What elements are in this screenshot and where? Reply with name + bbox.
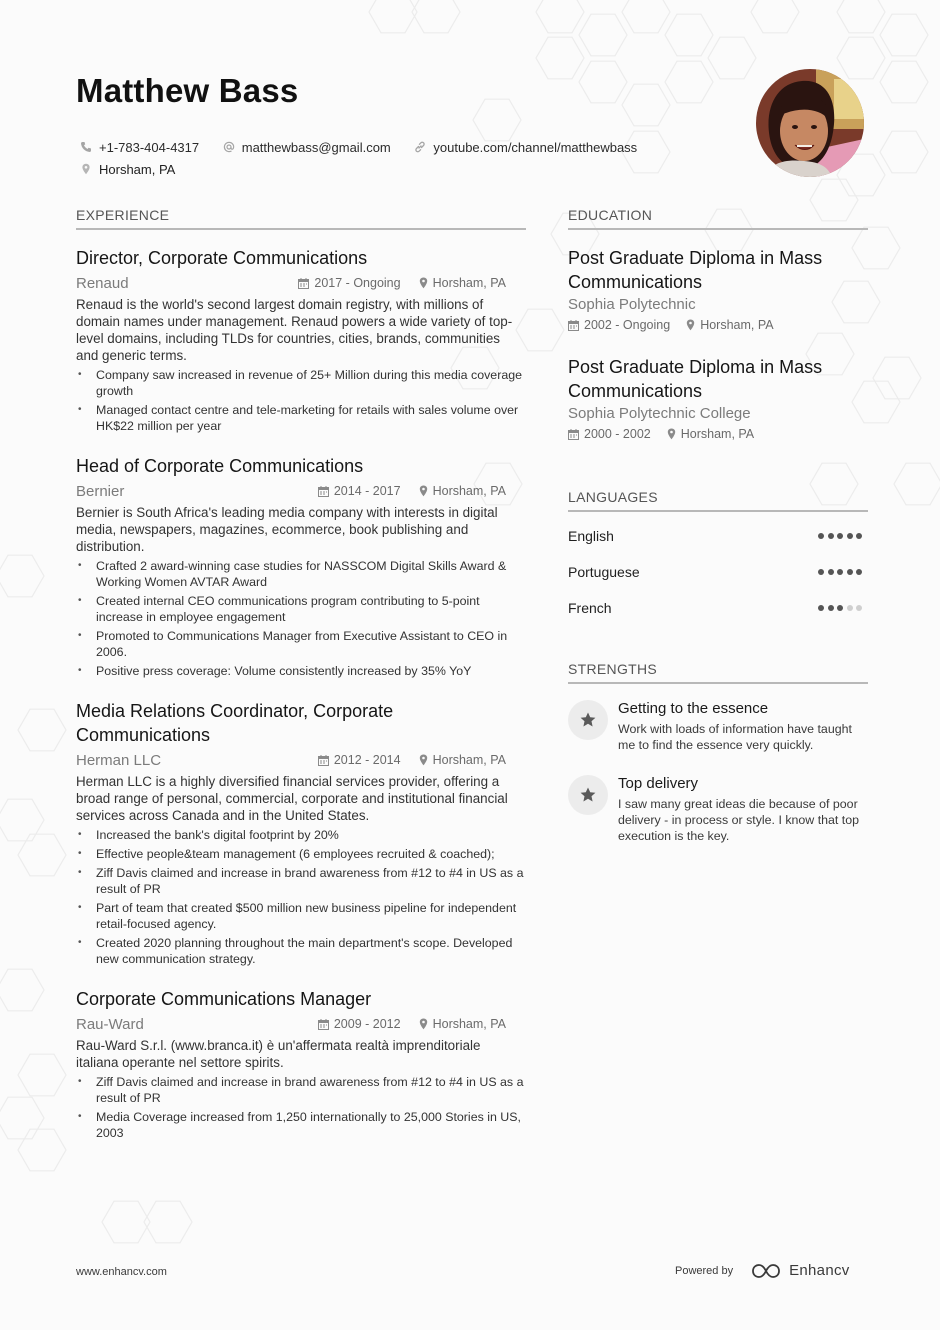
location-pin-icon xyxy=(419,485,428,497)
job-entry xyxy=(76,987,526,1144)
education-entry xyxy=(568,355,868,441)
strength-description: I saw many great ideas die because of poor delivery - in process or style. I know that top execution is the key. xyxy=(618,797,860,843)
strengths-section-title: STRENGTHS xyxy=(568,661,868,684)
enhancv-logo[interactable] xyxy=(751,1262,849,1279)
achievement-item: • Positive press coverage: Volume consistently increased by 35% YoY xyxy=(76,663,526,679)
proficiency-dot-filled xyxy=(856,533,862,539)
job-location: Horsham, PA xyxy=(432,276,506,290)
proficiency-dot-filled xyxy=(828,569,834,575)
company-name: Rau-Ward xyxy=(76,1015,144,1033)
job-title: Corporate Communications Manager xyxy=(76,989,372,1009)
link-icon xyxy=(414,141,426,153)
achievement-item: • Ziff Davis claimed and increase in brand awareness from #12 to #4 in US as a result of PR xyxy=(76,1074,526,1106)
company-description: Rau-Ward S.r.l. (www.branca.it) è un'affermata realtà imprenditoriale italiana operante nel settore spirits. xyxy=(76,1038,481,1070)
job-dates: 2009 - 2012 xyxy=(333,1017,401,1031)
candidate-name: Matthew Bass xyxy=(76,72,299,109)
achievement-item: • Increased the bank's digital footprint by 20% xyxy=(76,827,526,843)
proficiency-dot-filled xyxy=(818,533,824,539)
company-name: Bernier xyxy=(76,482,125,500)
achievement-list xyxy=(76,827,526,967)
education-location: Horsham, PA xyxy=(700,318,774,332)
job-location: Horsham, PA xyxy=(432,1017,506,1031)
location-contact xyxy=(80,159,195,179)
language-row xyxy=(568,526,868,546)
website-contact[interactable] xyxy=(414,137,637,157)
email-contact[interactable] xyxy=(223,137,391,157)
job-entry xyxy=(76,246,526,437)
proficiency-dot-empty xyxy=(847,605,853,611)
contact-row xyxy=(80,137,740,157)
school-name: Sophia Polytechnic xyxy=(568,296,696,313)
education-entry xyxy=(568,246,868,332)
education-location: Horsham, PA xyxy=(680,427,755,441)
email-text: matthewbass@gmail.com xyxy=(241,139,391,155)
education-dates: 2000 - 2002 xyxy=(584,427,651,441)
job-dates: 2014 - 2017 xyxy=(333,484,401,498)
education-section-title: EDUCATION xyxy=(568,207,868,230)
achievement-list xyxy=(76,367,526,434)
job-dates: 2017 - Ongoing xyxy=(314,276,401,290)
achievement-item: • Ziff Davis claimed and increase in brand awareness from #12 to #4 in US as a result of PR xyxy=(76,865,526,897)
proficiency-dot-filled xyxy=(828,605,834,611)
star-icon xyxy=(568,700,608,740)
calendar-icon xyxy=(568,429,579,440)
calendar-icon xyxy=(568,320,579,331)
website-text: youtube.com/channel/matthewbass xyxy=(433,139,638,155)
proficiency-dot-filled xyxy=(818,569,824,575)
phone-text: +1-783-404-4317 xyxy=(99,139,200,155)
strength-description: Work with loads of information have taught me to find the essence very quickly. xyxy=(618,722,852,752)
job-location: Horsham, PA xyxy=(432,484,506,498)
star-icon xyxy=(568,775,608,815)
company-description: Herman LLC is a highly diversified financial services provider, offering a broad range of personal, commercial, corporate and institutional financial services across Canada and in the United States. xyxy=(76,774,508,823)
job-location: Horsham, PA xyxy=(432,753,506,767)
achievement-item: • Crafted 2 award-winning case studies for NASSCOM Digital Skills Award & Working Women AVTAR Award xyxy=(76,558,526,590)
achievement-item: • Company saw increased in revenue of 25+ Million during this media coverage growth xyxy=(76,367,526,399)
achievement-item: • Promoted to Communications Manager from Executive Assistant to CEO in 2006. xyxy=(76,628,526,660)
proficiency-dot-filled xyxy=(837,605,843,611)
profile-photo-avatar xyxy=(756,69,864,177)
calendar-icon xyxy=(318,1019,329,1030)
school-name: Sophia Polytechnic College xyxy=(568,405,751,422)
location-pin-icon xyxy=(686,319,695,331)
proficiency-dot-filled xyxy=(837,533,843,539)
achievement-item: • Media Coverage increased from 1,250 internationally to 25,000 Stories in US, 2003 xyxy=(76,1109,526,1141)
proficiency-dot-filled xyxy=(856,569,862,575)
strength-title: Top delivery xyxy=(618,775,699,792)
proficiency-dot-filled xyxy=(818,605,824,611)
at-icon xyxy=(223,141,235,153)
language-row xyxy=(568,598,868,618)
company-description: Bernier is South Africa's leading media company with interests in digital media, newspapers, magazines, ecommerce, book publishing and distribution. xyxy=(76,505,498,554)
proficiency-dot-filled xyxy=(847,569,853,575)
achievement-item: • Created internal CEO communications program contributing to 5-point increase in employee engagement xyxy=(76,593,526,625)
enhancv-logo-icon xyxy=(751,1263,781,1279)
phone-icon xyxy=(80,141,92,153)
education-dates: 2002 - Ongoing xyxy=(584,318,671,332)
company-name: Renaud xyxy=(76,274,129,292)
job-dates: 2012 - 2014 xyxy=(333,753,401,767)
company-name: Herman LLC xyxy=(76,751,162,769)
achievement-list xyxy=(76,558,526,679)
achievement-item: • Created 2020 planning throughout the main department's scope. Developed new communication strategy. xyxy=(76,935,526,967)
proficiency-dot-filled xyxy=(828,533,834,539)
location-pin-icon xyxy=(80,163,92,175)
company-description: Renaud is the world's second largest domain registry, with millions of domain names under management. Renaud powers a wide variety of top-level domains, including TLDs for countries, cities, brands, communities and generic terms. xyxy=(76,297,513,363)
location-pin-icon xyxy=(419,277,428,289)
proficiency-dot-empty xyxy=(856,605,862,611)
footer-branding xyxy=(675,1262,850,1279)
job-title: Media Relations Coordinator, Corporate Communications xyxy=(76,701,394,745)
strength-item xyxy=(568,700,868,760)
job-entry xyxy=(76,699,526,970)
location-pin-icon xyxy=(419,754,428,766)
job-entry xyxy=(76,454,526,682)
proficiency-dot-filled xyxy=(837,569,843,575)
proficiency-dots xyxy=(815,569,869,575)
footer-url-link[interactable]: www.enhancv.com xyxy=(76,1266,167,1278)
achievement-list xyxy=(76,1074,526,1141)
language-row xyxy=(568,562,868,582)
calendar-icon xyxy=(318,755,329,766)
language-name: French xyxy=(568,600,612,616)
location-pin-icon xyxy=(667,428,676,440)
experience-section-title: EXPERIENCE xyxy=(76,207,526,230)
language-name: Portuguese xyxy=(568,564,640,580)
achievement-item: • Part of team that created $500 million new business pipeline for independent retail-focused agency. xyxy=(76,900,526,932)
job-title: Director, Corporate Communications xyxy=(76,248,368,268)
degree-title: Post Graduate Diploma in Mass Communications xyxy=(568,357,823,401)
degree-title: Post Graduate Diploma in Mass Communications xyxy=(568,248,823,292)
calendar-icon xyxy=(318,486,329,497)
language-name: English xyxy=(568,528,614,544)
strength-title: Getting to the essence xyxy=(618,700,769,717)
powered-by-label: Powered by xyxy=(675,1264,734,1277)
proficiency-dots xyxy=(815,533,869,539)
calendar-icon xyxy=(298,278,309,289)
location-pin-icon xyxy=(419,1018,428,1030)
achievement-item: • Effective people&team management (6 employees recruited & coached); xyxy=(76,846,526,862)
strength-item xyxy=(568,775,868,847)
proficiency-dots xyxy=(815,605,869,611)
achievement-item: • Managed contact centre and tele-marketing for retails with sales volume over HK$22 million per year xyxy=(76,402,526,434)
phone-contact[interactable] xyxy=(80,137,199,157)
proficiency-dot-filled xyxy=(847,533,853,539)
location-text: Horsham, PA xyxy=(99,161,176,177)
job-title: Head of Corporate Communications xyxy=(76,456,364,476)
languages-section-title: LANGUAGES xyxy=(568,489,868,512)
enhancv-brand-text: Enhancv xyxy=(789,1262,850,1279)
